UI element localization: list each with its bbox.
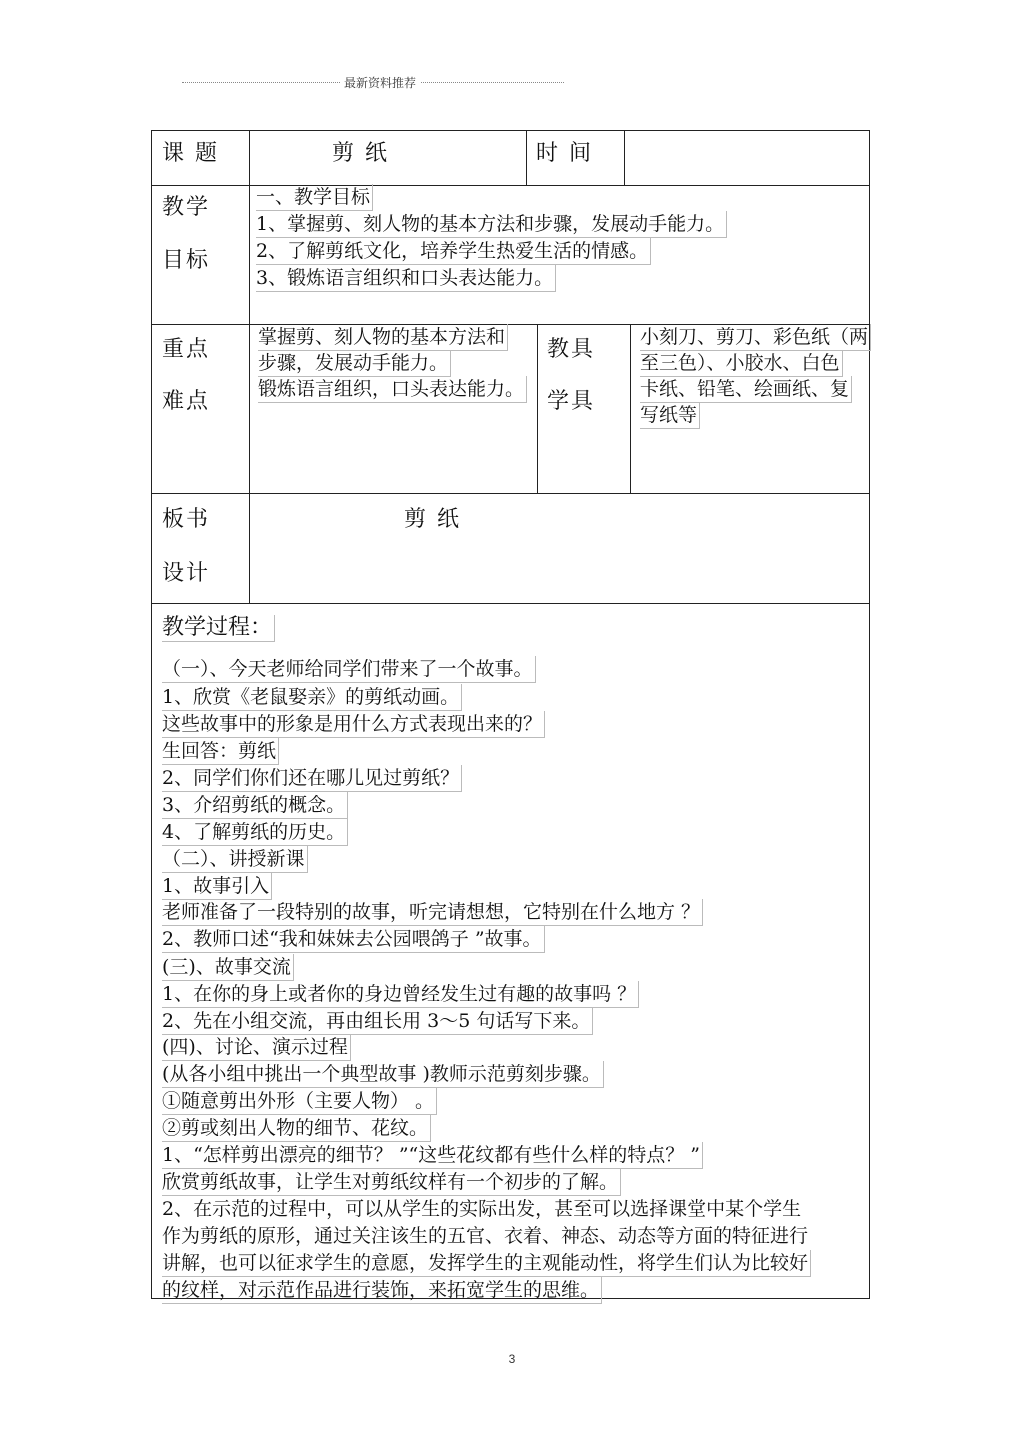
tools-label-2: 学具 <box>547 389 596 414</box>
column-divider <box>630 324 631 493</box>
goals-line: 2、了解剪纸文化，培养学生热爱生活的情感。 <box>256 238 651 265</box>
row-divider <box>152 603 869 604</box>
process-line: 生回答：剪纸 <box>162 738 279 765</box>
process-line: ①随意剪出外形（主要人物） 。 <box>162 1088 437 1115</box>
process-line: （二）、讲授新课 <box>162 846 308 873</box>
topic-label: 课 题 <box>162 141 219 166</box>
tools-line: 卡纸、铅笔、绘画纸、复 <box>640 376 852 403</box>
header-title: 最新资料推荐 <box>340 74 420 91</box>
process-line: (三)、故事交流 <box>162 954 294 981</box>
process-line: 欣赏剪纸故事，让学生对剪纸纹样有一个初步的了解。 <box>162 1169 621 1196</box>
process-line: (四)、讨论、演示过程 <box>162 1034 351 1061</box>
label-column-divider <box>249 131 250 603</box>
process-line: 的纹样，对示范作品进行装饰，来拓宽学生的思维。 <box>162 1277 602 1304</box>
tools-label-1: 教具 <box>547 337 596 362</box>
tools-line: 小刻刀、剪刀、彩色纸（两 <box>640 324 871 351</box>
key-label-1: 重点 <box>162 337 211 362</box>
process-line: 2、教师口述“我和妹妹去公园喂鸽子 ”故事。 <box>162 926 545 953</box>
process-line: 1、故事引入 <box>162 873 272 900</box>
board-label-1: 板书 <box>162 507 211 532</box>
row-divider <box>152 493 869 494</box>
process-line: 3、介绍剪纸的概念。 <box>162 792 348 819</box>
process-line: 这些故事中的形象是用什么方式表现出来的？ <box>162 711 545 738</box>
goals-line: 1、掌握剪、刻人物的基本方法和步骤，发展动手能力。 <box>256 211 727 238</box>
board-label-2: 设计 <box>162 561 211 586</box>
lesson-plan-table <box>151 130 870 1299</box>
key-line: 步骤，发展动手能力。 <box>258 350 451 377</box>
process-line: 讲解，也可以征求学生的意愿，发挥学生的主观能动性，将学生们认为比较好 <box>162 1250 811 1277</box>
process-line: ②剪或刻出人物的细节、花纹。 <box>162 1115 431 1142</box>
board-value: 剪 纸 <box>404 507 461 532</box>
page-number: 3 <box>508 1352 516 1366</box>
process-line: 4、了解剪纸的历史。 <box>162 819 348 846</box>
tools-line: 写纸等 <box>640 402 700 429</box>
process-line: 2、先在小组交流，再由组长用 3～5 句话写下来。 <box>162 1008 593 1035</box>
key-line: 掌握剪、刻人物的基本方法和 <box>258 324 508 351</box>
key-label-2: 难点 <box>162 389 211 414</box>
goals-label-2: 目标 <box>162 248 211 273</box>
goals-line: 3、锻炼语言组织和口头表达能力。 <box>256 265 556 292</box>
goals-line: 一、教学目标 <box>256 184 373 211</box>
process-line: (从各小组中挑出一个典型故事 )教师示范剪刻步骤。 <box>162 1061 604 1088</box>
process-line: 1、在你的身上或者你的身边曾经发生过有趣的故事吗 ？ <box>162 981 639 1008</box>
process-title: 教学过程： <box>162 615 275 642</box>
tools-line: 至三色）、小胶水、白色 <box>640 350 843 377</box>
column-divider <box>537 324 538 493</box>
column-divider <box>526 131 527 185</box>
process-line: 老师准备了一段特别的故事，听完请想想，它特别在什么地方 ？ <box>162 899 703 926</box>
key-line: 锻炼语言组织，口头表达能力。 <box>258 376 527 403</box>
topic-value: 剪 纸 <box>332 141 389 166</box>
process-line: 作为剪纸的原形，通过关注该生的五官、衣着、神态、动态等方面的特征进行 <box>162 1225 809 1247</box>
process-line: 2、在示范的过程中，可以从学生的实际出发，甚至可以选择课堂中某个学生 <box>162 1198 802 1220</box>
process-line: 1、欣赏《老鼠娶亲》的剪纸动画。 <box>162 684 462 711</box>
process-line: （一）、今天老师给同学们带来了一个故事。 <box>162 656 536 683</box>
process-line: 1、“怎样剪出漂亮的细节？ ”“这些花纹都有些什么样的特点？ ” <box>162 1142 703 1169</box>
goals-label-1: 教学 <box>162 195 211 220</box>
process-line: 2、同学们你们还在哪儿见过剪纸？ <box>162 765 462 792</box>
time-label: 时 间 <box>536 141 593 166</box>
column-divider <box>624 131 625 185</box>
